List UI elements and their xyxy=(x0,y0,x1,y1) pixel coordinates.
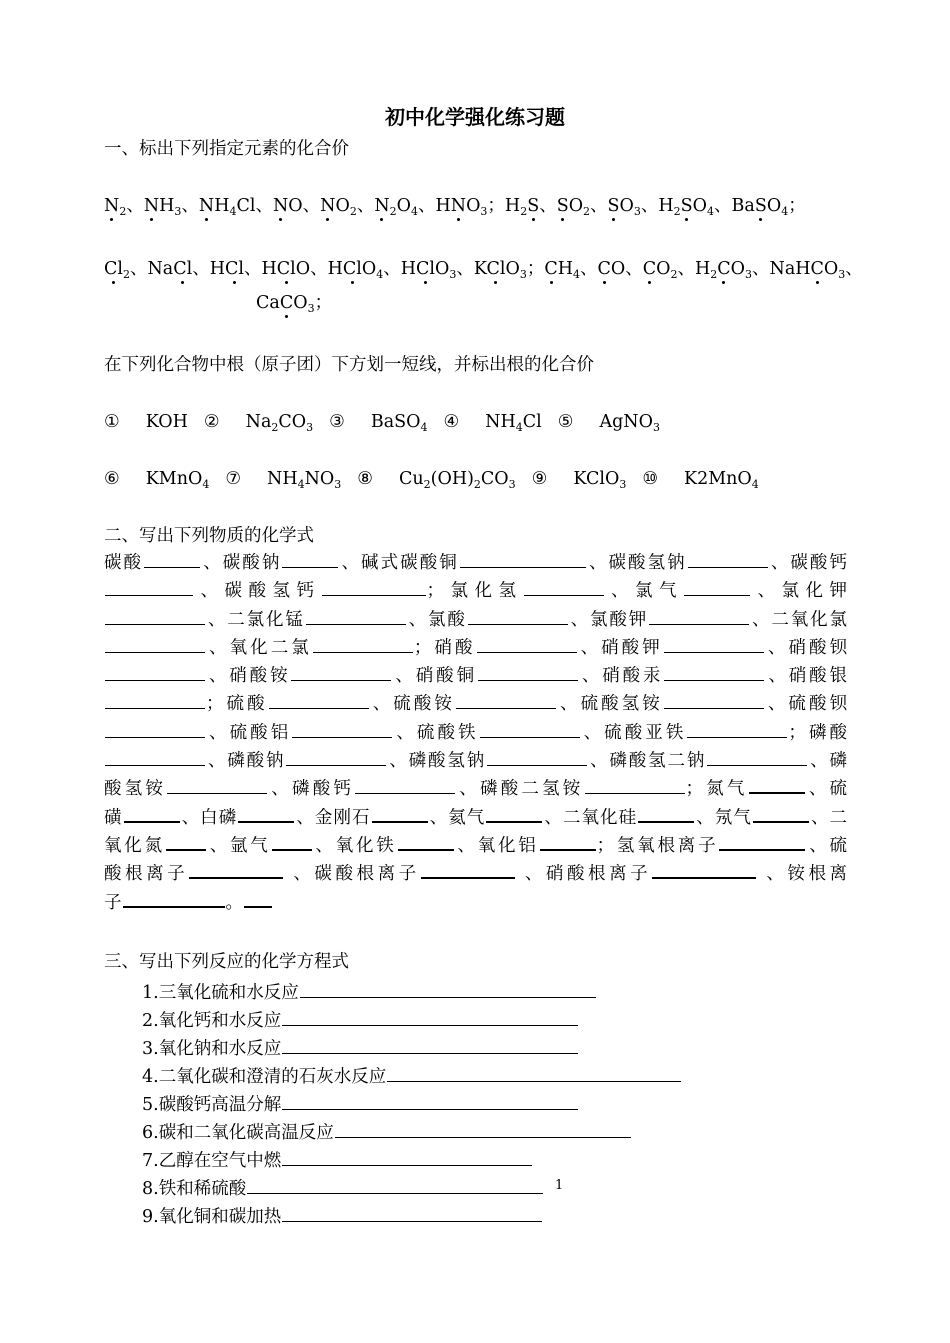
equation-item: 1.三氧化硫和水反应 xyxy=(142,980,597,1006)
equation-item: 4.二氧化碳和澄清的石灰水反应 xyxy=(142,1064,682,1090)
equation-item: 7.乙醇在空气中燃 xyxy=(142,1148,533,1174)
radical-row-2: ⑥ KMnO$_4$ ⑦ $NH_4NO_3$ ⑧ $Cu_2(OH)_2CO_3$ ⑨ KClO$_3$ ⑩ K2MnO$_4$ xyxy=(104,469,759,491)
formula-row-2b: CaCO$_3$； xyxy=(256,293,333,315)
formula-row-2: $Cl_2$、NaCl、HCl、HClO、HClO$_4$、HClO$_3$、KClO$_3$；$CH_4$、CO、$CO_2$、$H_2CO_3$、NaHCO$_3$、 xyxy=(104,259,863,281)
formula-row-1: $N_2$、$NH_3$、$NH_4Cl$、NO、$NO_2$、$N_2O_4$、$HNO_3$；$H_2S$、$SO_2$、$SO_3$、$H_2SO_4$、BaSO$_4$； xyxy=(104,196,806,218)
equation-item: 3.氧化钠和水反应 xyxy=(142,1036,579,1062)
instruction-radicals: 在下列化合物中根（原子团）下方划一短线，并标出根的化合价 xyxy=(104,355,594,375)
equation-item: 9.氧化铜和碳加热 xyxy=(142,1204,543,1230)
equation-item: 2.氧化钙和水反应 xyxy=(142,1008,579,1034)
page-number: 1 xyxy=(555,1178,564,1193)
page-title: 初中化学强化练习题 xyxy=(385,105,565,129)
section1-heading: 一、标出下列指定元素的化合价 xyxy=(104,139,349,159)
section3-heading: 三、写出下列反应的化学方程式 xyxy=(104,952,349,972)
section2-heading: 二、写出下列物质的化学式 xyxy=(104,526,314,546)
equation-item: 6.碳和二氧化碳高温反应 xyxy=(142,1120,632,1146)
equation-item: 8.铁和稀硫酸 xyxy=(142,1176,544,1202)
formula-fill-paragraph: 碳酸 、碳酸钠 、碱式碳酸铜 、碳酸氢钠 、碳酸钙 、碳酸氢钙 ；氯化氢 、氯气 、氯化钾 、二氯化锰 、氯酸 、氯酸钾 、二氧化氯 、氧化二氯 ；硝酸 、硝酸钾 、硝酸钡 、硝酸铵 、硝酸铜 、硝酸汞 、硝酸银 ；硫酸 、硫酸铵 、硫酸氢铵 、硫酸钡 、硫酸铝 、硫酸铁 、硫酸亚铁 ；磷酸 、磷酸钠 、磷酸氢钠 、磷酸氢二钠 、磷 酸氢铵 、磷酸钙 、磷酸二氢铵 ；氮气 、硫 磺 、白磷 、金刚石 、氦气 、二氧化硅 、氖气 、二 氧化氮 、氩气 、氧化铁 、氧化铝 ；氢氧根离子 、硫 酸根离子 、碳酸根离子 、硝酸根离子 、铵根离 子 。 xyxy=(104,553,847,913)
radical-row-1: ① KOH ② $Na_2CO_3$ ③ BaSO$_4$ ④ $NH_4Cl$ ⑤ AgNO$_3$ xyxy=(104,412,660,434)
equation-item: 5.碳酸钙高温分解 xyxy=(142,1092,579,1118)
